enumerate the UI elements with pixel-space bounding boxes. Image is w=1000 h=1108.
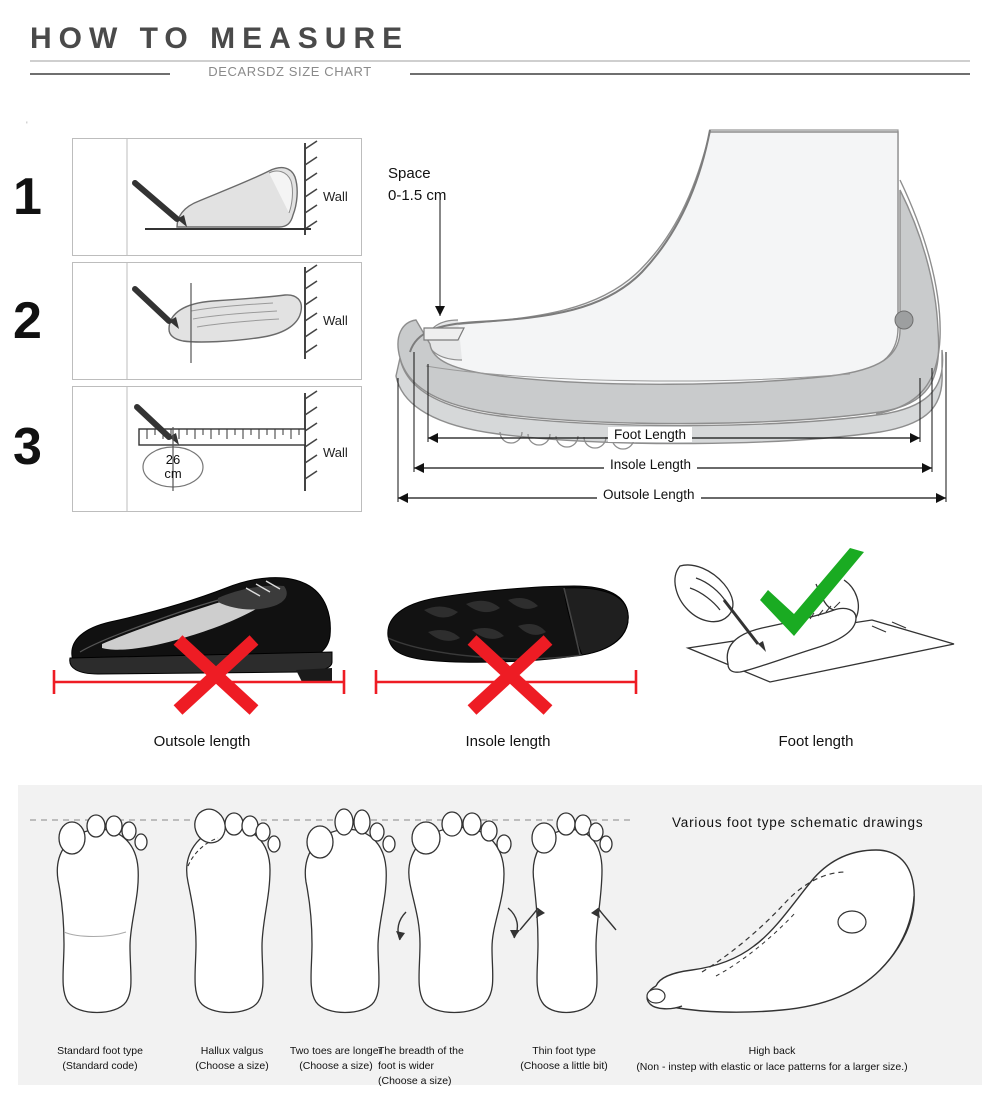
measure-label-insole-length: Insole Length (604, 457, 697, 472)
step-1-wall-label: Wall (323, 189, 348, 204)
high-back-caption (562, 1044, 982, 1076)
footprint-two-toes-longer (282, 804, 408, 1020)
high-back-line1: High back (748, 1045, 796, 1057)
step-3-illustration (73, 387, 361, 511)
header-divider-left (30, 73, 170, 75)
ruler-value: 26 (165, 452, 181, 467)
foot-types-panel-title: Various foot type schematic drawings (672, 815, 924, 830)
step-1-number: 1 (13, 168, 42, 226)
step-3-number: 3 (13, 418, 42, 476)
measure-label-outsole-length: Outsole Length (597, 487, 701, 502)
space-label-line2: 0-1.5 cm (388, 186, 447, 204)
foot-type-caption-0 (36, 1044, 164, 1074)
foot-type-0-line2: (Standard code) (62, 1060, 138, 1073)
foot-type-1-line2: (Choose a size) (195, 1060, 269, 1073)
header-subtitle: DECARSDZ SIZE CHART (208, 64, 372, 79)
wrong-mark-outsole-icon (168, 632, 264, 718)
caption-foot-length: Foot length (778, 733, 854, 750)
ruler-reading (151, 453, 195, 480)
step-3-box (13, 386, 362, 512)
step-1-box (13, 138, 362, 256)
caption-outsole-length: Outsole length (153, 733, 251, 750)
step-2-box (13, 262, 362, 380)
high-back-foot-illustration (630, 846, 960, 1036)
step-2-number: 2 (13, 292, 42, 350)
step-2-illustration (73, 263, 361, 379)
foot-type-2-line2: (Choose a size) (299, 1060, 373, 1073)
footprint-standard (34, 804, 160, 1020)
foot-type-0-line1: Standard foot type (57, 1045, 143, 1057)
header-divider-right (410, 73, 970, 75)
step-3-wall-label: Wall (323, 445, 348, 460)
wrong-mark-insole-icon (462, 632, 558, 718)
footprint-thin (504, 804, 630, 1020)
step-2-wall-label: Wall (323, 313, 348, 328)
corner-mark: ' (26, 120, 28, 130)
foot-type-3-line3: (Choose a size) (378, 1075, 452, 1088)
measure-label-foot-length: Foot Length (608, 427, 692, 442)
page-title: HOW TO MEASURE (30, 22, 410, 55)
foot-type-2-line1: Two toes are longer (289, 1045, 383, 1057)
foot-type-1-line1: Hallux valgus (200, 1045, 264, 1057)
foot-type-4-line2: (Choose a little bit) (520, 1060, 608, 1073)
foot-type-3-line2: foot is wider (378, 1060, 435, 1073)
header-divider-top (30, 60, 970, 62)
right-mark-icon (752, 548, 872, 648)
ruler-unit: cm (164, 465, 182, 481)
high-back-line2: (Non - instep with elastic or lace patterns for a larger size.) (636, 1060, 908, 1073)
foot-type-3-line1: The breadth of the (378, 1045, 464, 1057)
space-label-line1: Space (388, 165, 431, 182)
caption-insole-length: Insole length (465, 733, 551, 750)
step-1-illustration (73, 139, 361, 255)
space-label (388, 163, 446, 207)
foot-type-4-line1: Thin foot type (532, 1045, 596, 1057)
footprint-hallux-valgus (166, 804, 292, 1020)
